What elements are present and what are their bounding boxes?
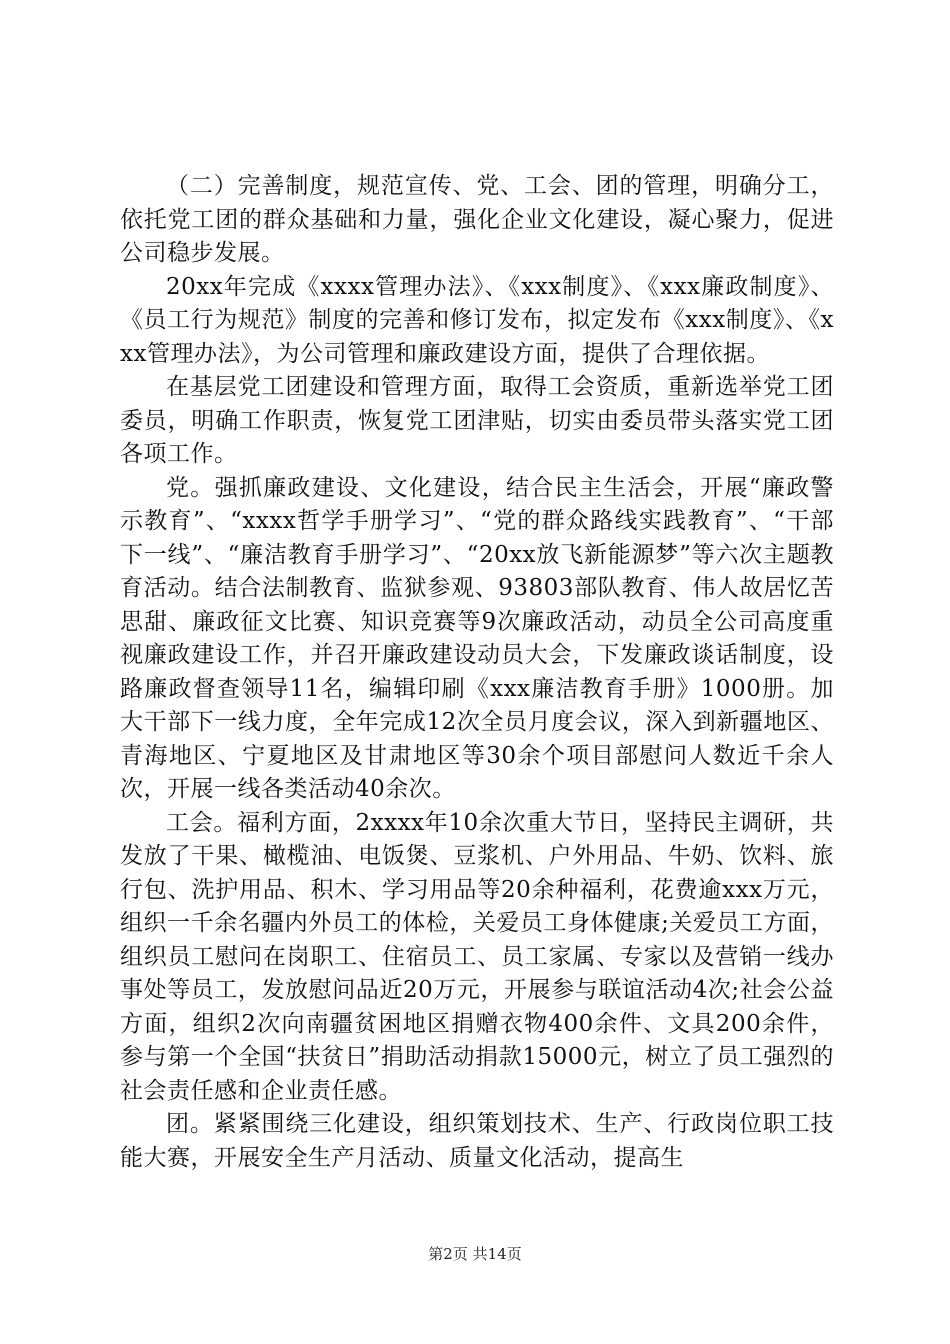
document-body — [120, 170, 834, 1175]
paragraph-party: 党。强抓廉政建设、文化建设，结合民主生活会，开展“廉政警示教育”、“xxxx哲学手册学习”、“党的群众路线实践教育”、“干部下一线”、“廉洁教育手册学习”、“20xx放飞新能源梦”等六次主题教育活动。结合法制教育、监狱参观、93803部队教育、伟人故居忆苦思甜、廉政征文比赛、知识竞赛等9次廉政活动，动员全公司高度重视廉政建设工作，并召开廉政建设动员大会，下发廉政谈话制度，设路廉政督查领导11名，编辑印刷《xxx廉洁教育手册》1000册。加大干部下一线力度，全年完成12次全员月度会议，深入到新疆地区、青海地区、宁夏地区及甘肃地区等30余个项目部慰问人数近千余人次，开展一线各类活动40余次。 — [120, 474, 834, 802]
page-footer: 第2页 共14页 — [428, 1245, 522, 1263]
paragraph-improve-system: （二）完善制度，规范宣传、党、工会、团的管理，明确分工，依托党工团的群众基础和力量，强化企业文化建设，凝心聚力，促进公司稳步发展。 — [120, 173, 834, 266]
paragraph-union: 工会。福利方面，2xxxx年10余次重大节日，坚持民主调研，共发放了干果、橄榄油、电饭煲、豆浆机、户外用品、牛奶、饮料、旅行包、洗护用品、积木、学习用品等20余种福利，花费逾xxx万元，组织一千余名疆内外员工的体检，关爱员工身体健康;关爱员工方面，组织员工慰问在岗职工、住宿员工、员工家属、专家以及营销一线办事处等员工，发放慰问品近20万元，开展参与联谊活动4次;社会公益方面，组织2次向南疆贫困地区捐赠衣物400余件、文具200余件，参与第一个全国“扶贫日”捐助活动捐款15000元，树立了员工强烈的社会责任感和企业责任感。 — [120, 809, 834, 1104]
paragraph-regulations: 20xx年完成《xxxx管理办法》、《xxx制度》、《xxx廉政制度》、《员工行为规范》制度的完善和修订发布，拟定发布《xxx制度》、《xxx管理办法》，为公司管理和廉政建设方面，提供了合理依据。 — [120, 273, 834, 367]
paragraph-league: 团。紧紧围绕三化建设，组织策划技术、生产、行政岗位职工技能大赛，开展安全生产月活动、质量文化活动，提高生 — [120, 1111, 834, 1171]
paragraph-grassroots: 在基层党工团建设和管理方面，取得工会资质，重新选举党工团委员，明确工作职责，恢复党工团津贴，切实由委员带头落实党工团各项工作。 — [120, 374, 834, 467]
